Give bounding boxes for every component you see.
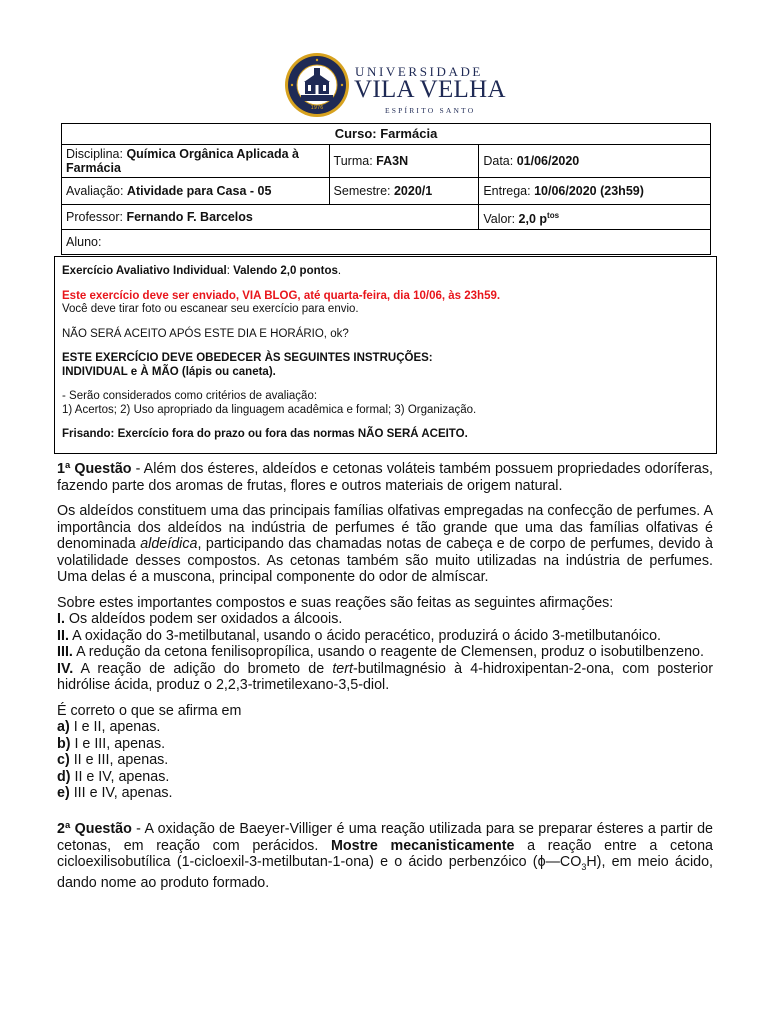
- statement-3: III. A redução da cetona fenilisopropílica, usando o reagente de Clemensen, produz o isobutilbenzeno.: [57, 644, 704, 660]
- statement-2: II. A oxidação do 3-metilbutanal, usando o ácido peracético, produzirá o ácido 3-metilbutanóico.: [57, 627, 662, 644]
- class-label: Turma:: [333, 154, 377, 168]
- instructions-line-4: NÃO SERÁ ACEITO APÓS ESTE DIA E HORÁRIO, ok?: [62, 327, 349, 340]
- university-location: ESPÍRITO SANTO: [385, 106, 476, 115]
- class-value: FA3N: [376, 154, 409, 168]
- table-row: [62, 124, 711, 145]
- instructions-line-1: Exercício Avaliativo Individual: Valendo 2,0 pontos.: [62, 265, 342, 277]
- table-row: [62, 205, 711, 230]
- course-title: Curso: Farmácia: [62, 124, 711, 145]
- teacher-value: Fernando F. Barcelos: [126, 210, 253, 224]
- seal-year: 1976: [310, 105, 324, 111]
- option-c: c) II e III, apenas.: [57, 752, 169, 768]
- value-superscript: tos: [547, 210, 560, 220]
- question-2-text: 2ª Questão - A oxidação de Baeyer-Villiger é uma reação utilizada para se preparar ésteres a partir de cetonas, em reação com perácidos. Mostre mecanisticamente a reação entre a cetona cicloexilisobutílica (1-cicloexil-3-metilbutan-1-ona) e o ácido perbenzóico $(\phi—CO_3H)$, em meio ácido, dando nome ao produto formado.: [57, 821, 714, 892]
- discipline-value: Química Orgânica Aplicada à Farmácia: [66, 147, 299, 175]
- teacher-label: Professor:: [66, 210, 127, 224]
- option-b: b) I e III, apenas.: [57, 735, 166, 752]
- evaluation-cell: [62, 178, 330, 205]
- option-d: d) II e IV, apenas.: [57, 768, 170, 785]
- phi-symbol: ϕ: [537, 854, 546, 870]
- delivery-label: Entrega:: [483, 184, 535, 198]
- question-1: [57, 461, 713, 802]
- question-2: [57, 821, 713, 892]
- criteria-intro: - Serão considerados como critérios de avaliação:: [62, 390, 318, 402]
- university-name-top: UNIVERSIDADE: [355, 64, 483, 79]
- student-cell: [62, 230, 711, 255]
- student-label: Aluno:: [66, 235, 102, 249]
- date-label: Data:: [483, 154, 517, 168]
- exercise-points: Valendo 2,0 pontos: [233, 265, 338, 277]
- question-1-prompt: É correto o que se afirma em: [57, 702, 242, 719]
- option-a: a) I e II, apenas.: [57, 719, 161, 735]
- discipline-label: Disciplina:: [66, 147, 127, 161]
- university-logo: [284, 50, 506, 120]
- value-label: Valor:: [483, 211, 519, 226]
- instructions-line-5b: INDIVIDUAL e À MÃO (lápis ou caneta).: [62, 365, 276, 378]
- exercise-type: Exercício Avaliativo Individual: [62, 265, 227, 277]
- discipline-cell: [62, 145, 330, 178]
- question-1-title: 1ª Questão: [57, 461, 132, 477]
- date-value: 01/06/2020: [516, 154, 580, 168]
- question-2-title: 2ª Questão: [57, 821, 132, 837]
- statements-intro: Sobre estes importantes compostos e suas reações são feitas as seguintes afirmações:: [57, 594, 614, 611]
- university-seal-icon: [284, 52, 350, 118]
- option-e: e) III e IV, apenas.: [57, 785, 173, 801]
- deadline-warning: Este exercício deve ser enviado, VIA BLOG, até quarta-feira, dia 10/06, às 23h59.: [62, 289, 501, 302]
- delivery-cell: [479, 178, 711, 205]
- class-cell: [329, 145, 479, 178]
- table-row: [62, 230, 711, 255]
- table-row: [62, 178, 711, 205]
- question-1-paragraph: Os aldeídos constituem uma das principais famílias olfativas empregadas na confecção de perfumes. A importância dos aldeídos na indústria de perfumes é tão grande que uma das famílias olfativas é denominada aldeídica, participando das chamadas notas de cabeça e de corpo de perfumes, devido à volatilidade desses compostos. As cetonas também são muito utilizadas na indústria de perfumes. Uma delas é a muscona, principal componente do odor de almíscar.: [57, 503, 713, 585]
- instructions-line-5a: ESTE EXERCÍCIO DEVE OBEDECER ÀS SEGUINTES INSTRUÇÕES:: [62, 352, 433, 364]
- statement-4: IV. A reação de adição do brometo de tert-butilmagnésio à 4-hidroxipentan-2-ona, com posterior hidrólise ácida, produz o 2,2,3-trimetilexano-3,5-diol.: [57, 660, 713, 693]
- statement-1: I. Os aldeídos podem ser oxidados a álcoois.: [57, 611, 343, 627]
- value-value: 2,0 p: [518, 211, 548, 226]
- semester-cell: [329, 178, 479, 205]
- evaluation-label: Avaliação:: [66, 184, 127, 198]
- criteria-list: 1) Acertos; 2) Uso apropriado da linguagem acadêmica e formal; 3) Organização.: [62, 403, 477, 416]
- course-info-table: [61, 123, 711, 255]
- university-name-main: VILA VELHA: [354, 76, 506, 103]
- teacher-cell: [62, 205, 479, 230]
- value-cell: [479, 205, 711, 230]
- semester-label: Semestre:: [333, 184, 394, 198]
- date-cell: [479, 145, 711, 178]
- instructions-line-3: Você deve tirar foto ou escanear seu exercício para envio.: [62, 303, 359, 315]
- instructions-box: [54, 256, 717, 454]
- table-row: [62, 145, 711, 178]
- rules-emphasis: Frisando: Exercício fora do prazo ou fora das normas NÃO SERÁ ACEITO.: [62, 428, 468, 440]
- answer-options: [57, 719, 713, 802]
- question-1-intro: 1ª Questão - Além dos ésteres, aldeídos e cetonas voláteis também possuem propriedades odoríferas, fazendo parte dos aromas de frutas, flores e outros materiais de origem natural.: [57, 461, 713, 494]
- delivery-value: 10/06/2020 (23h59): [534, 184, 644, 198]
- evaluation-value: Atividade para Casa - 05: [126, 184, 272, 198]
- semester-value: 2020/1: [393, 184, 433, 198]
